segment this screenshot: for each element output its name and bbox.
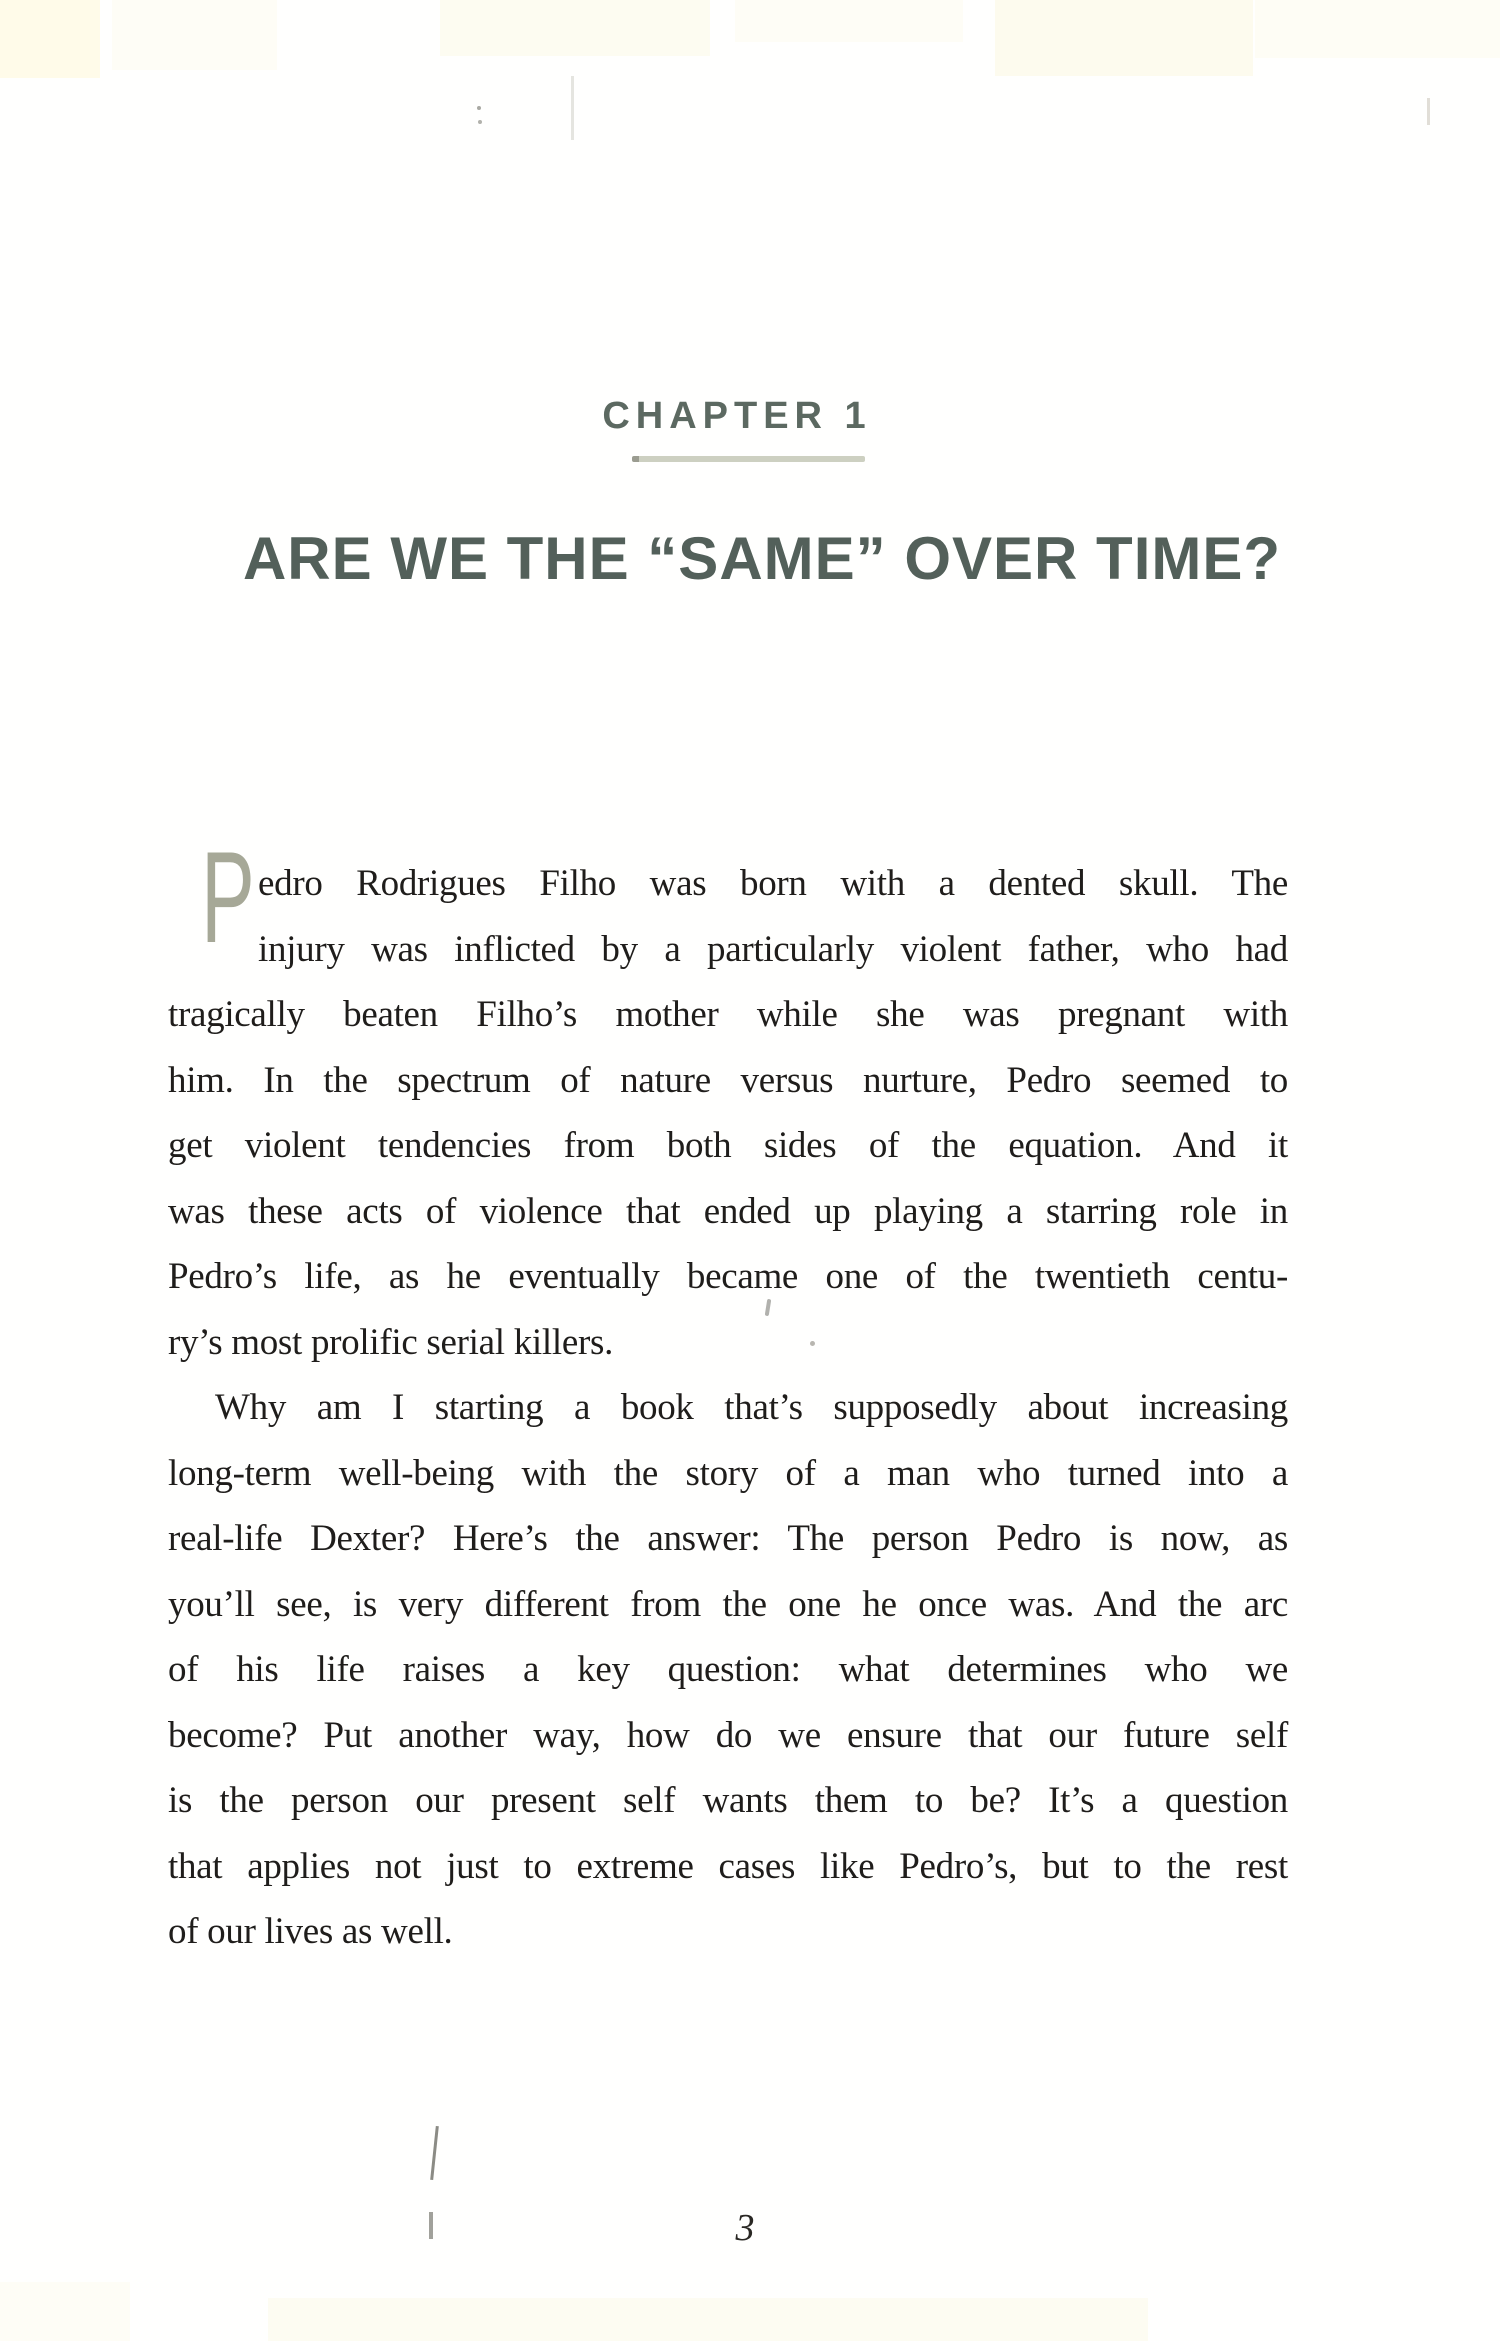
text-line: that applies not just to extreme cases like Pedro’s, but to the rest	[168, 1845, 1288, 1887]
text-line: injury was inflicted by a particularly violent father, who had	[258, 928, 1288, 970]
paragraph	[168, 1375, 1288, 1965]
scan-tint-patch	[268, 2298, 1148, 2341]
scan-tint-patch	[112, 0, 277, 70]
scan-artifact	[1427, 98, 1430, 125]
text-line: of his life raises a key question: what determines who we	[168, 1649, 1288, 1690]
text-line: long-term well-being with the story of a man who turned into a	[168, 1452, 1288, 1494]
scan-tint-patch	[1255, 0, 1500, 58]
text-line: become? Put another way, how do we ensure that our future self	[168, 1714, 1288, 1756]
page-number: 3	[735, 2207, 755, 2249]
text-line: Why am I starting a book that’s supposedly about increasing	[215, 1387, 1288, 1428]
scan-tint-patch	[0, 0, 100, 78]
dropcap-letter: P	[201, 824, 255, 970]
text-line: get violent tendencies from both sides of the equation. And it	[168, 1125, 1288, 1166]
paragraph	[168, 851, 1288, 1375]
body-text	[168, 851, 1288, 1965]
scan-tint-patch	[735, 0, 963, 42]
scan-artifact	[477, 106, 481, 110]
scan-tint-patch	[0, 2282, 130, 2341]
scan-artifact	[571, 76, 574, 140]
scan-tint-patch	[440, 0, 710, 56]
text-line: tragically beaten Filho’s mother while she was pregnant with	[168, 994, 1288, 1035]
text-line: real-life Dexter? Here’s the answer: The person Pedro is now, as	[168, 1518, 1288, 1559]
text-line: you’ll see, is very different from the one he once was. And the arc	[168, 1583, 1288, 1625]
text-line: edro Rodrigues Filho was born with a dented skull. The	[258, 863, 1288, 904]
text-line: is the person our present self wants them to be? It’s a question	[168, 1780, 1288, 1821]
chapter-divider	[632, 456, 865, 462]
scan-artifact	[430, 2126, 439, 2180]
chapter-label: CHAPTER 1	[602, 395, 872, 437]
text-line: of our lives as well.	[168, 1911, 453, 1952]
text-line: him. In the spectrum of nature versus nurture, Pedro seemed to	[168, 1059, 1288, 1101]
text-line: ry’s most prolific serial killers.	[168, 1321, 614, 1363]
chapter-title: ARE WE THE “SAME” OVER TIME?	[242, 525, 1282, 592]
text-line: Pedro’s life, as he eventually became one of the twentieth centu-	[168, 1256, 1288, 1297]
text-line: was these acts of violence that ended up playing a starring role in	[168, 1190, 1288, 1232]
scan-tint-patch	[995, 0, 1253, 76]
